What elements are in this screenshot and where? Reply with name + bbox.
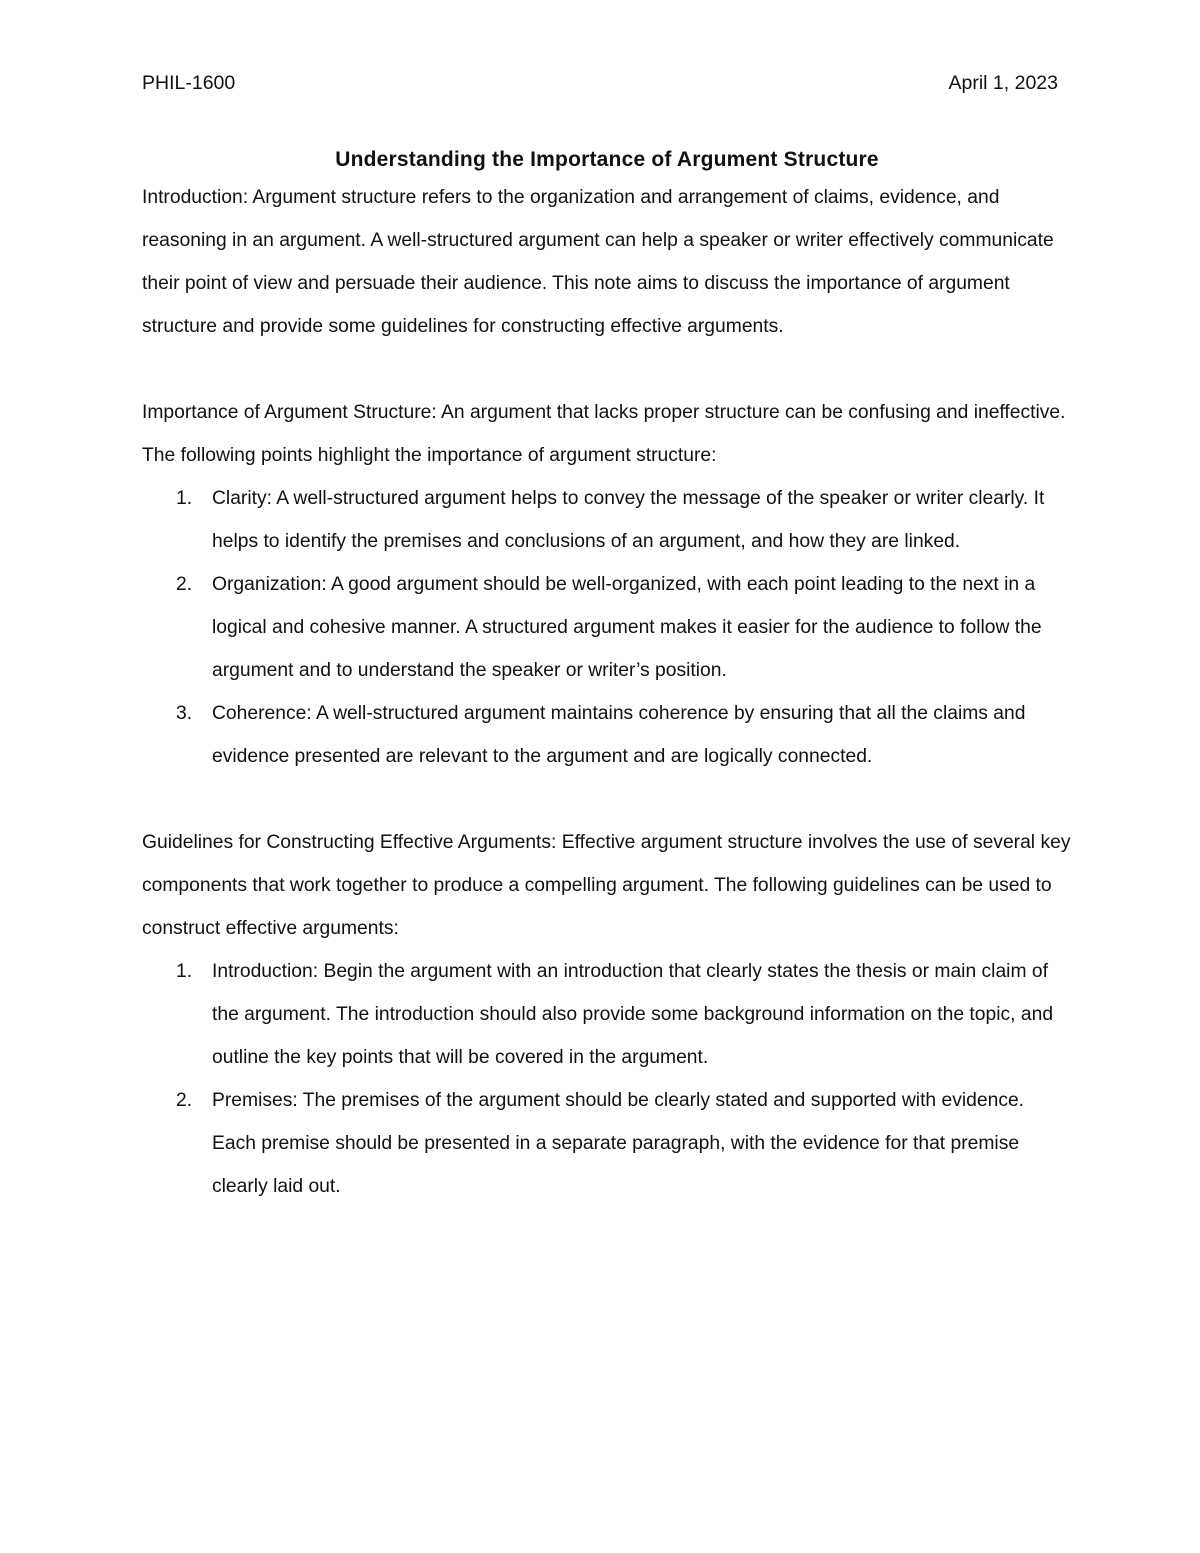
list-number: 1.: [176, 961, 193, 982]
list-item: [142, 692, 1072, 778]
guidelines-paragraph: Guidelines for Constructing Effective Arguments: Effective argument structure involves the use of several key components that work together to produce a compelling argument. The following guidelines can be used to construct effective arguments:: [142, 832, 1071, 939]
importance-paragraph: Importance of Argument Structure: An argument that lacks proper structure can be confusing and ineffective. The following points highlight the importance of argument structure:: [142, 402, 1066, 466]
list-item-text: Coherence: A well-structured argument maintains coherence by ensuring that all the claims and evidence presented are relevant to the argument and are logically connected.: [212, 703, 1026, 767]
list-item: [142, 950, 1072, 1079]
list-number: 2.: [176, 574, 193, 595]
list-item-text: Introduction: Begin the argument with an introduction that clearly states the thesis or main claim of the argument. The introduction should also provide some background information on the topic, and outline the key points that will be covered in the argument.: [212, 961, 1054, 1068]
list-number: 2.: [176, 1090, 193, 1111]
list-item-text: Organization: A good argument should be well-organized, with each point leading to the next in a logical and cohesive manner. A structured argument makes it easier for the audience to follow the argument and to understand the speaker or writer’s position.: [212, 574, 1042, 681]
document-body: [142, 144, 1072, 1208]
list-number: 1.: [176, 488, 193, 509]
list-item: [142, 477, 1072, 563]
list-item: [142, 563, 1072, 692]
importance-list: [142, 477, 1072, 778]
list-number: 3.: [176, 703, 193, 724]
intro-paragraph: Introduction: Argument structure refers to the organization and arrangement of claims, evidence, and reasoning in an argument. A well-structured argument can help a speaker or writer effectively communicate their point of view and persuade their audience. This note aims to discuss the importance of argument structure and provide some guidelines for constructing effective arguments.: [142, 187, 1054, 337]
list-item-text: Clarity: A well-structured argument helps to convey the message of the speaker or writer clearly. It helps to identify the premises and conclusions of an argument, and how they are linked.: [212, 488, 1045, 552]
list-item: [142, 1079, 1072, 1208]
guidelines-list: [142, 950, 1072, 1208]
header-date: April 1, 2023: [948, 72, 1058, 94]
document-title: Understanding the Importance of Argument Structure: [335, 148, 879, 171]
course-code: PHIL-1600: [142, 72, 236, 94]
page-header: [142, 72, 1058, 102]
list-item-text: Premises: The premises of the argument should be clearly stated and supported with evidence. Each premise should be presented in a separate paragraph, with the evidence for that premise clearly laid out.: [212, 1090, 1025, 1197]
